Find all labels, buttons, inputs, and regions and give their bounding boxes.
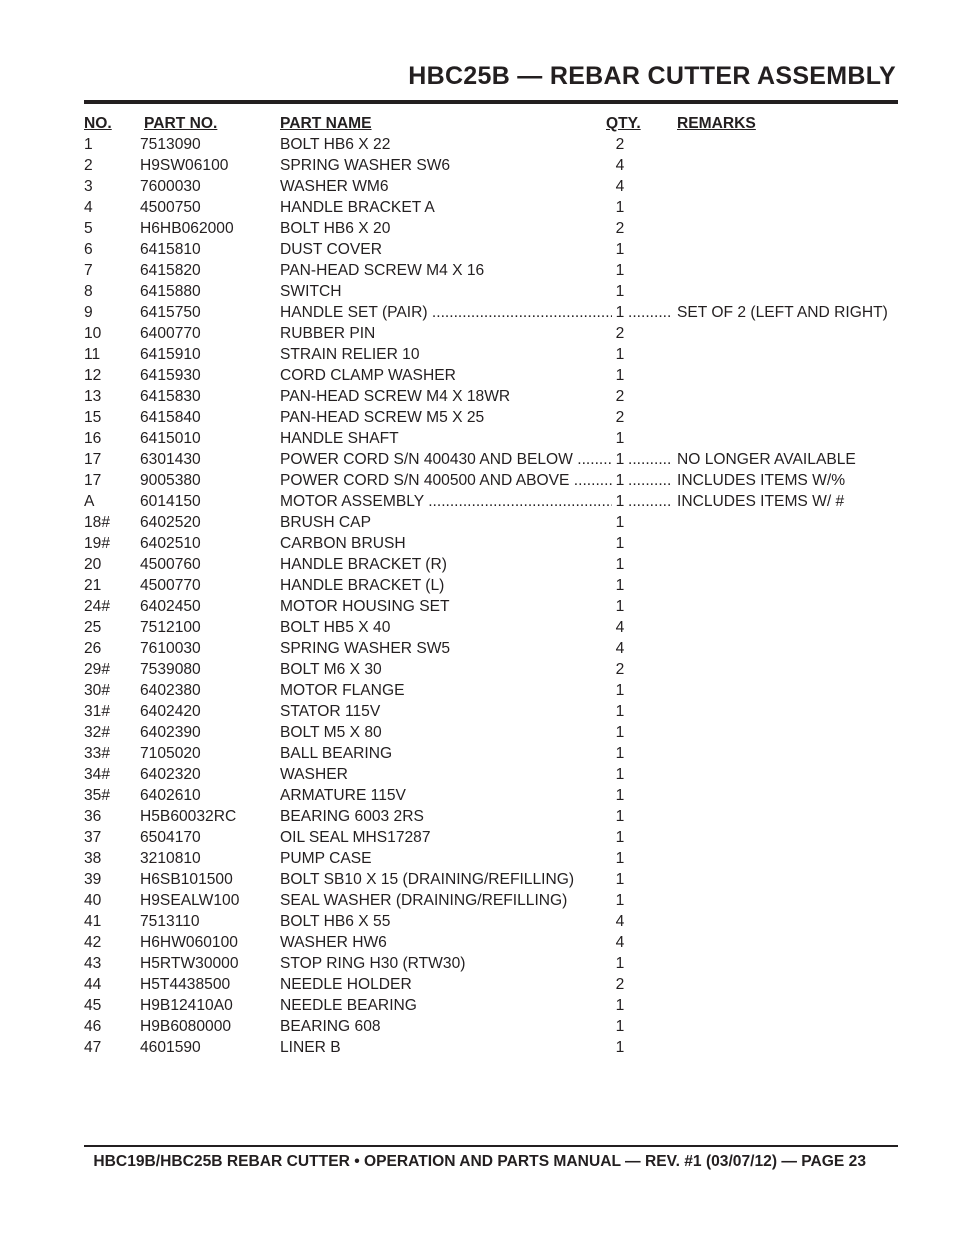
cell-part-name: BOLT M5 X 80 — [280, 724, 382, 741]
cell-part-no: 6402390 — [140, 724, 201, 741]
cell-part-name: MOTOR ASSEMBLY ..... — [280, 491, 612, 512]
cell-qty: 1 — [615, 808, 625, 825]
cell-qty: 1 — [615, 745, 625, 762]
page-footer: HBC19B/HBC25B REBAR CUTTER • OPERATION AND PARTS MANUAL — REV. #1 (03/07/12) — PAGE 23 — [93, 1153, 866, 1170]
cell-part-no: 6402320 — [140, 766, 201, 783]
table-row — [84, 176, 904, 197]
cell-part-name: POWER CORD S/N 400500 AND ABOVE ..... — [280, 470, 612, 491]
cell-qty: 1 — [615, 367, 625, 384]
table-row — [84, 617, 904, 638]
cell-no: A — [84, 493, 95, 510]
cell-part-name: SPRING WASHER SW6 — [280, 157, 451, 174]
parts-table — [84, 113, 904, 1058]
table-row — [84, 890, 904, 911]
cell-no: 17 — [84, 451, 102, 468]
table-row — [84, 722, 904, 743]
table-row — [84, 365, 904, 386]
cell-part-no: 6402450 — [140, 598, 201, 615]
table-row — [84, 806, 904, 827]
cell-part-no: H5RTW30000 — [140, 955, 239, 972]
cell-qty: 1 — [615, 598, 625, 615]
cell-part-name: MOTOR HOUSING SET — [280, 598, 450, 615]
cell-part-no: 6415820 — [140, 262, 201, 279]
cell-qty: 1 — [615, 451, 625, 468]
cell-qty: 2 — [615, 976, 625, 993]
cell-no: 37 — [84, 829, 102, 846]
cell-qty: 1 — [615, 955, 625, 972]
cell-part-no: 6415930 — [140, 367, 201, 384]
table-row — [84, 827, 904, 848]
cell-part-no: 7512100 — [140, 619, 201, 636]
cell-part-name: NEEDLE BEARING — [280, 997, 417, 1014]
cell-part-name: CARBON BRUSH — [280, 535, 406, 552]
cell-part-no: 7105020 — [140, 745, 201, 762]
cell-part-name: STOP RING H30 (RTW30) — [280, 955, 466, 972]
table-row — [84, 302, 904, 323]
table-row — [84, 197, 904, 218]
cell-part-name: BRUSH CAP — [280, 514, 371, 531]
cell-qty: 2 — [615, 220, 625, 237]
cell-no: 7 — [84, 262, 93, 279]
cell-part-name: HANDLE BRACKET (L) — [280, 577, 445, 594]
table-row — [84, 386, 904, 407]
cell-no: 43 — [84, 955, 102, 972]
cell-no: 25 — [84, 619, 102, 636]
cell-remarks: INCLUDES ITEMS W/ # — [677, 493, 845, 510]
cell-no: 19# — [84, 535, 111, 552]
cell-no: 3 — [84, 178, 93, 195]
cell-qty: 2 — [615, 409, 625, 426]
table-row — [84, 995, 904, 1016]
cell-part-name: POWER CORD S/N 400430 AND BELOW ..... — [280, 449, 612, 470]
page-title: HBC25B — REBAR CUTTER ASSEMBLY — [408, 62, 896, 90]
footer-rule — [84, 1145, 898, 1147]
table-row — [84, 449, 904, 470]
cell-qty: 1 — [615, 787, 625, 804]
table-row — [84, 596, 904, 617]
cell-part-no: H9SW06100 — [140, 157, 229, 174]
cell-qty: 1 — [615, 304, 625, 321]
cell-part-no: 9005380 — [140, 472, 201, 489]
leader-dots — [628, 449, 672, 470]
cell-part-name: SEAL WASHER (DRAINING/REFILLING) — [280, 892, 568, 909]
col-header-qty: QTY. — [606, 115, 641, 132]
cell-qty: 1 — [615, 346, 625, 363]
cell-no: 30# — [84, 682, 111, 699]
cell-no: 12 — [84, 367, 102, 384]
cell-no: 31# — [84, 703, 111, 720]
table-row — [84, 1016, 904, 1037]
cell-part-name: DUST COVER — [280, 241, 382, 258]
cell-qty: 1 — [615, 514, 625, 531]
cell-no: 42 — [84, 934, 102, 951]
cell-remarks: NO LONGER AVAILABLE — [677, 451, 856, 468]
cell-part-no: 6402610 — [140, 787, 201, 804]
cell-part-no: 6402520 — [140, 514, 201, 531]
cell-qty: 1 — [615, 241, 625, 258]
cell-part-name: HANDLE SHAFT — [280, 430, 399, 447]
table-row — [84, 701, 904, 722]
table-row — [84, 680, 904, 701]
cell-part-no: 4601590 — [140, 1039, 201, 1056]
cell-part-name: MOTOR FLANGE — [280, 682, 405, 699]
table-row — [84, 764, 904, 785]
cell-part-no: 6301430 — [140, 451, 201, 468]
cell-qty: 1 — [615, 703, 625, 720]
cell-part-name: PAN-HEAD SCREW M4 X 18WR — [280, 388, 511, 405]
cell-no: 13 — [84, 388, 102, 405]
cell-no: 5 — [84, 220, 93, 237]
cell-part-no: 7513090 — [140, 136, 201, 153]
cell-qty: 4 — [615, 619, 625, 636]
cell-qty: 2 — [615, 136, 625, 153]
cell-no: 39 — [84, 871, 102, 888]
table-row — [84, 407, 904, 428]
col-header-part-name: PART NAME — [280, 115, 372, 132]
cell-no: 41 — [84, 913, 102, 930]
cell-part-no: 6402380 — [140, 682, 201, 699]
cell-part-no: H6HB062000 — [140, 220, 234, 237]
cell-part-name: OIL SEAL MHS17287 — [280, 829, 431, 846]
cell-part-name: BOLT HB6 X 55 — [280, 913, 391, 930]
cell-qty: 1 — [615, 1039, 625, 1056]
cell-qty: 1 — [615, 892, 625, 909]
leader-dots — [628, 470, 672, 491]
cell-part-no: 6415010 — [140, 430, 201, 447]
cell-qty: 2 — [615, 388, 625, 405]
cell-qty: 1 — [615, 1018, 625, 1035]
cell-part-no: 7600030 — [140, 178, 201, 195]
cell-no: 29# — [84, 661, 111, 678]
col-header-remarks: REMARKS — [677, 115, 756, 132]
table-header — [84, 113, 904, 134]
header-rule — [84, 100, 898, 104]
cell-part-name: STATOR 115V — [280, 703, 381, 720]
cell-no: 45 — [84, 997, 102, 1014]
table-row — [84, 575, 904, 596]
cell-qty: 4 — [615, 157, 625, 174]
cell-qty: 1 — [615, 829, 625, 846]
cell-no: 36 — [84, 808, 102, 825]
table-row — [84, 344, 904, 365]
cell-no: 11 — [84, 346, 101, 363]
cell-part-name: BEARING 6003 2RS — [280, 808, 424, 825]
cell-no: 17 — [84, 472, 102, 489]
cell-no: 24# — [84, 598, 111, 615]
cell-qty: 2 — [615, 661, 625, 678]
cell-part-no: 4500760 — [140, 556, 201, 573]
cell-qty: 1 — [615, 766, 625, 783]
cell-no: 26 — [84, 640, 102, 657]
cell-part-no: 7539080 — [140, 661, 201, 678]
table-row — [84, 218, 904, 239]
cell-no: 20 — [84, 556, 102, 573]
table-row — [84, 848, 904, 869]
cell-no: 38 — [84, 850, 102, 867]
cell-part-no: 6402420 — [140, 703, 201, 720]
cell-no: 32# — [84, 724, 111, 741]
table-row — [84, 260, 904, 281]
table-row — [84, 869, 904, 890]
cell-part-name: PAN-HEAD SCREW M4 X 16 — [280, 262, 485, 279]
cell-remarks: SET OF 2 (LEFT AND RIGHT) — [677, 304, 888, 321]
table-row — [84, 911, 904, 932]
cell-part-name: BOLT M6 X 30 — [280, 661, 382, 678]
cell-no: 2 — [84, 157, 93, 174]
cell-part-no: 6415750 — [140, 304, 201, 321]
cell-no: 21 — [84, 577, 102, 594]
table-row — [84, 953, 904, 974]
cell-part-no: 7610030 — [140, 640, 201, 657]
cell-part-name: WASHER — [280, 766, 348, 783]
cell-no: 6 — [84, 241, 93, 258]
cell-no: 9 — [84, 304, 93, 321]
cell-no: 10 — [84, 325, 102, 342]
cell-no: 34# — [84, 766, 111, 783]
table-row — [84, 491, 904, 512]
cell-qty: 1 — [615, 871, 625, 888]
cell-no: 47 — [84, 1039, 102, 1056]
leader-dots — [628, 491, 672, 512]
cell-part-no: 6014150 — [140, 493, 201, 510]
cell-part-no: 6415910 — [140, 346, 201, 363]
cell-part-name: LINER B — [280, 1039, 341, 1056]
cell-part-name: WASHER WM6 — [280, 178, 389, 195]
cell-no: 46 — [84, 1018, 102, 1035]
cell-no: 18# — [84, 514, 111, 531]
cell-qty: 4 — [615, 913, 625, 930]
table-row — [84, 239, 904, 260]
cell-part-no: 6415810 — [140, 241, 201, 258]
cell-qty: 4 — [615, 640, 625, 657]
cell-no: 35# — [84, 787, 111, 804]
cell-no: 1 — [84, 136, 93, 153]
cell-part-name: BOLT SB10 X 15 (DRAINING/REFILLING) — [280, 871, 575, 888]
cell-qty: 4 — [615, 934, 625, 951]
cell-qty: 1 — [615, 556, 625, 573]
cell-qty: 1 — [615, 997, 625, 1014]
col-header-part-no: PART NO. — [144, 115, 218, 132]
cell-part-no: 6400770 — [140, 325, 201, 342]
cell-qty: 1 — [615, 535, 625, 552]
table-row — [84, 659, 904, 680]
table-row — [84, 638, 904, 659]
table-row — [84, 155, 904, 176]
table-body — [84, 134, 904, 1058]
cell-part-name: PAN-HEAD SCREW M5 X 25 — [280, 409, 485, 426]
cell-part-name: BOLT HB5 X 40 — [280, 619, 391, 636]
cell-qty: 1 — [615, 850, 625, 867]
cell-qty: 4 — [615, 178, 625, 195]
cell-part-name: HANDLE BRACKET A — [280, 199, 435, 216]
table-row — [84, 323, 904, 344]
cell-part-name: ARMATURE 115V — [280, 787, 406, 804]
cell-qty: 1 — [615, 577, 625, 594]
cell-qty: 1 — [615, 682, 625, 699]
cell-part-no: 3210810 — [140, 850, 201, 867]
cell-no: 4 — [84, 199, 93, 216]
cell-part-no: H6SB101500 — [140, 871, 233, 888]
table-row — [84, 533, 904, 554]
cell-part-no: 4500770 — [140, 577, 201, 594]
cell-part-no: 4500750 — [140, 199, 201, 216]
cell-part-no: H9B12410A0 — [140, 997, 233, 1014]
cell-part-name: CORD CLAMP WASHER — [280, 367, 456, 384]
table-row — [84, 512, 904, 533]
cell-part-name: STRAIN RELIER 10 — [280, 346, 420, 363]
cell-qty: 1 — [615, 724, 625, 741]
cell-qty: 1 — [615, 283, 625, 300]
cell-no: 8 — [84, 283, 93, 300]
cell-qty: 2 — [615, 325, 625, 342]
table-row — [84, 470, 904, 491]
table-row — [84, 974, 904, 995]
cell-part-name: RUBBER PIN — [280, 325, 376, 342]
cell-part-name: BOLT HB6 X 22 — [280, 136, 391, 153]
cell-part-name: HANDLE SET (PAIR) ..... — [280, 302, 612, 323]
table-row — [84, 743, 904, 764]
cell-part-no: H5B60032RC — [140, 808, 237, 825]
cell-part-no: H9SEALW100 — [140, 892, 240, 909]
cell-part-no: H6HW060100 — [140, 934, 238, 951]
cell-part-name: SWITCH — [280, 283, 342, 300]
cell-qty: 1 — [615, 262, 625, 279]
cell-part-name: BALL BEARING — [280, 745, 393, 762]
table-row — [84, 932, 904, 953]
cell-no: 15 — [84, 409, 102, 426]
table-row — [84, 554, 904, 575]
cell-remarks: INCLUDES ITEMS W/% — [677, 472, 846, 489]
cell-part-name: WASHER HW6 — [280, 934, 387, 951]
cell-part-name: BOLT HB6 X 20 — [280, 220, 391, 237]
cell-no: 40 — [84, 892, 102, 909]
leader-dots — [628, 302, 672, 323]
cell-part-no: 6504170 — [140, 829, 201, 846]
cell-part-no: 6415880 — [140, 283, 201, 300]
table-row — [84, 785, 904, 806]
cell-qty: 1 — [615, 472, 625, 489]
cell-part-name: NEEDLE HOLDER — [280, 976, 412, 993]
col-header-no: NO. — [84, 115, 112, 132]
cell-part-no: 6415840 — [140, 409, 201, 426]
table-row — [84, 428, 904, 449]
cell-part-no: H9B6080000 — [140, 1018, 232, 1035]
cell-part-no: 6402510 — [140, 535, 201, 552]
cell-no: 33# — [84, 745, 111, 762]
cell-part-name: BEARING 608 — [280, 1018, 381, 1035]
cell-qty: 1 — [615, 493, 625, 510]
cell-part-name: SPRING WASHER SW5 — [280, 640, 451, 657]
table-row — [84, 1037, 904, 1058]
cell-part-name: PUMP CASE — [280, 850, 372, 867]
cell-part-no: 7513110 — [140, 913, 200, 930]
cell-qty: 1 — [615, 199, 625, 216]
cell-qty: 1 — [615, 430, 625, 447]
cell-part-no: 6415830 — [140, 388, 201, 405]
cell-part-no: H5T4438500 — [140, 976, 231, 993]
cell-part-name: HANDLE BRACKET (R) — [280, 556, 447, 573]
cell-no: 44 — [84, 976, 102, 993]
table-row — [84, 134, 904, 155]
table-row — [84, 281, 904, 302]
cell-no: 16 — [84, 430, 102, 447]
